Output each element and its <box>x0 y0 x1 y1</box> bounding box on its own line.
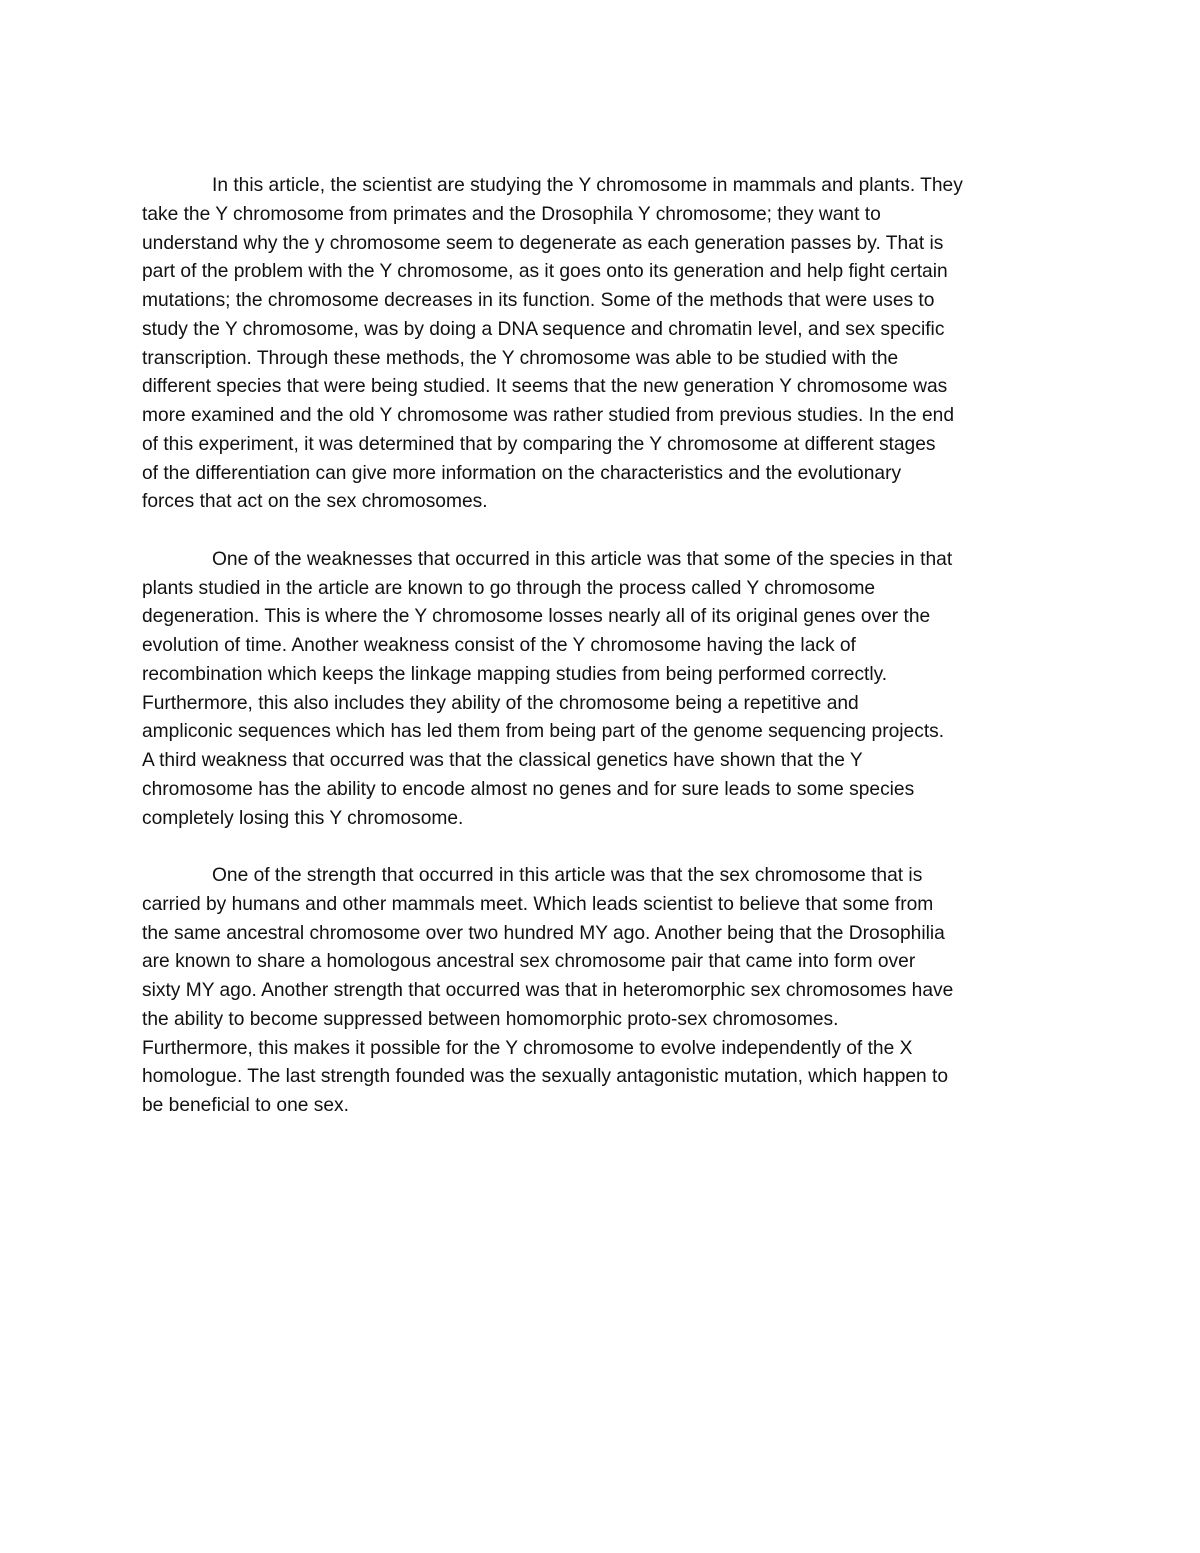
text-line: recombination which keeps the linkage mapping studies from being performed correctly. <box>142 663 888 685</box>
text-line: forces that act on the sex chromosomes. <box>142 491 488 513</box>
text-line: transcription. Through these methods, the Y chromosome was able to be studied with the <box>142 347 899 369</box>
paragraph-weaknesses <box>142 546 1064 834</box>
text-line: A third weakness that occurred was that the classical genetics have shown that the Y <box>142 750 863 771</box>
text-line: of the differentiation can give more information on the characteristics and the evolutionary <box>142 462 902 484</box>
text-line: In this article, the scientist are studying the Y chromosome in mammals and plants. They <box>212 175 963 196</box>
text-line: different species that were being studied. It seems that the new generation Y chromosome was <box>142 376 948 398</box>
text-line: sixty MY ago. Another strength that occurred was that in heteromorphic sex chromosomes have <box>142 980 954 1001</box>
text-line: more examined and the old Y chromosome was rather studied from previous studies. In the end <box>142 405 955 426</box>
text-line: the same ancestral chromosome over two hundred MY ago. Another being that the Drosophilia <box>142 922 945 944</box>
text-line: part of the problem with the Y chromosome, as it goes onto its generation and help fight certain <box>142 261 948 283</box>
text-line: plants studied in the article are known to go through the process called Y chromosome <box>142 577 876 599</box>
text-line: are known to share a homologous ancestral sex chromosome pair that came into form over <box>142 951 916 973</box>
text-line: carried by humans and other mammals meet. Which leads scientist to believe that some from <box>142 893 934 915</box>
text-line: mutations; the chromosome decreases in its function. Some of the methods that were uses to <box>142 290 935 311</box>
text-line: be beneficial to one sex. <box>142 1095 349 1116</box>
paragraph-strengths <box>142 862 1064 1121</box>
text-line: chromosome has the ability to encode almost no genes and for sure leads to some species <box>142 778 915 800</box>
text-line: degeneration. This is where the Y chromosome losses nearly all of its original genes over the <box>142 606 931 628</box>
text-line: Furthermore, this also includes they ability of the chromosome being a repetitive and <box>142 692 859 714</box>
document-body <box>142 172 1064 1150</box>
text-line: One of the weaknesses that occurred in this article was that some of the species in that <box>212 548 953 570</box>
text-line: One of the strength that occurred in this article was that the sex chromosome that is <box>212 865 923 886</box>
text-line: evolution of time. Another weakness consist of the Y chromosome having the lack of <box>142 635 856 656</box>
text-line: the ability to become suppressed between homomorphic proto-sex chromosomes. <box>142 1008 839 1030</box>
text-line: ampliconic sequences which has led them from being part of the genome sequencing projects. <box>142 721 945 743</box>
text-line: homologue. The last strength founded was the sexually antagonistic mutation, which happen to <box>142 1066 949 1088</box>
text-line: understand why the y chromosome seem to degenerate as each generation passes by. That is <box>142 232 944 254</box>
text-line: of this experiment, it was determined that by comparing the Y chromosome at different stages <box>142 433 936 455</box>
paragraph-summary <box>142 172 1064 517</box>
text-line: Furthermore, this makes it possible for the Y chromosome to evolve independently of the X <box>142 1037 913 1059</box>
text-line: take the Y chromosome from primates and the Drosophila Y chromosome; they want to <box>142 203 881 225</box>
text-line: completely losing this Y chromosome. <box>142 807 464 829</box>
text-line: study the Y chromosome, was by doing a DNA sequence and chromatin level, and sex specific <box>142 318 945 340</box>
